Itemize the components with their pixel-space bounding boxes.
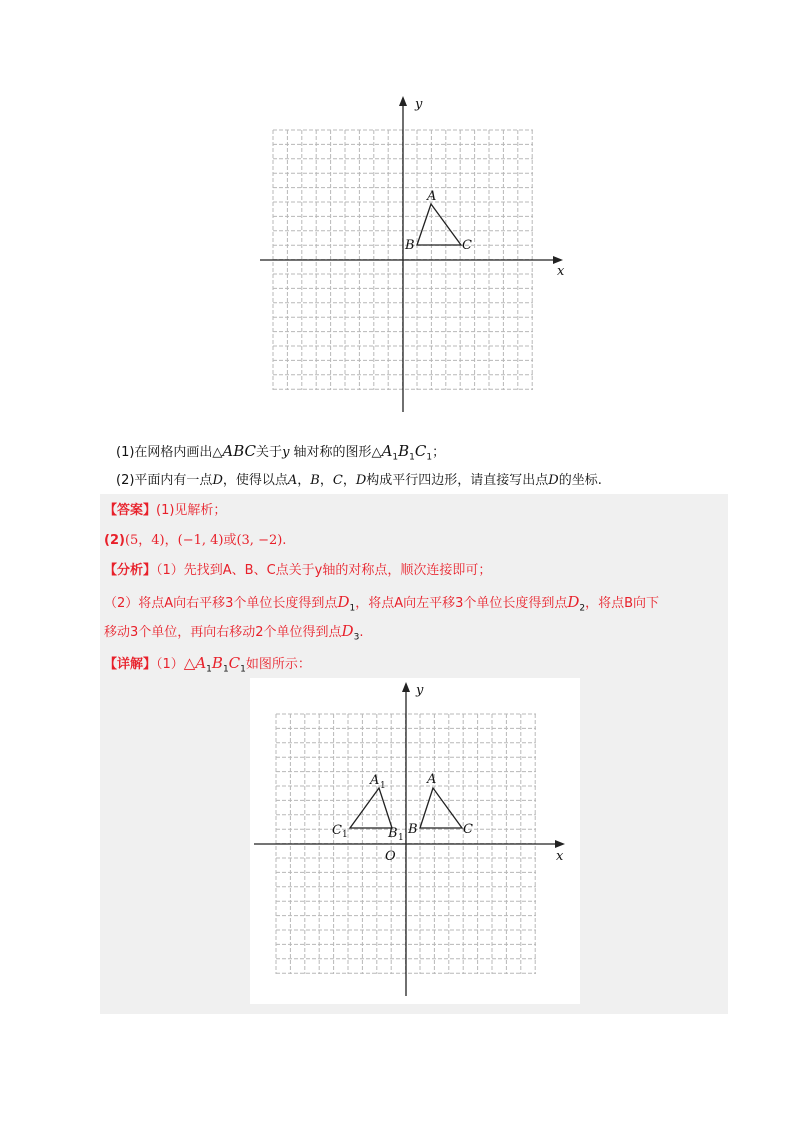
point-c1-subscript: 1: [342, 830, 348, 840]
triangle-abc: [417, 204, 461, 245]
y-axis-label: y: [416, 683, 424, 698]
x-axis-label: x: [557, 264, 565, 279]
origin-label: O: [385, 849, 396, 864]
triangle-abc: [420, 788, 462, 828]
y-axis-label: y: [415, 97, 423, 112]
point-b-label: B: [405, 238, 415, 253]
answer-coords: (2)(5，4)，(−1, 4)或(3, −2).: [104, 533, 287, 548]
analysis-line-1: 【分析】（1）先找到A、B、C点关于y轴的对称点，顺次连接即可；: [104, 563, 492, 578]
point-a1-label: A: [370, 773, 380, 788]
answer-line: 【答案】(1)见解析；: [104, 503, 227, 518]
detail-line: 【详解】$(1)\triangle A_1B_1C_1$如图所示：: [104, 654, 311, 675]
x-axis-label: x: [556, 849, 564, 864]
analysis-line-2: （2）将点A向右平移3个单位长度得到点$D_1$，将点A向左平移3个单位长度得到点$D_2$，将点B向下: [104, 593, 660, 614]
coordinate-grid-figure-1: [255, 90, 575, 420]
point-c1-label: C: [332, 823, 342, 838]
point-b-label: B: [408, 822, 418, 837]
question-1: (1)在网格内画出△ABC关于y 轴对称的图形$\triangle A_1B_1C_1$；: [116, 442, 446, 463]
triangle-a1b1c1: [350, 788, 392, 828]
point-a-label: A: [427, 189, 437, 204]
coordinate-grid-figure-2: [250, 678, 580, 998]
x-axis-arrow: [553, 256, 563, 264]
point-c-label: C: [462, 238, 472, 253]
point-c-label: C: [463, 822, 473, 837]
point-a1-subscript: 1: [380, 781, 386, 791]
y-axis-arrow: [399, 96, 407, 106]
y-axis-arrow: [402, 682, 410, 692]
point-b1-subscript: 1: [398, 833, 404, 843]
point-b1-label: B: [388, 826, 398, 841]
x-axis-arrow: [555, 840, 565, 848]
analysis-line-3: 移动3个单位，再向右移动2个单位得到点$D_3$.: [104, 622, 364, 643]
point-a-label: A: [427, 772, 437, 787]
answer-panel: [100, 494, 728, 1014]
question-2: (2)平面内有一点D，使得以点A，B，C，D构成平行四边形，请直接写出点D的坐标.: [116, 473, 602, 488]
